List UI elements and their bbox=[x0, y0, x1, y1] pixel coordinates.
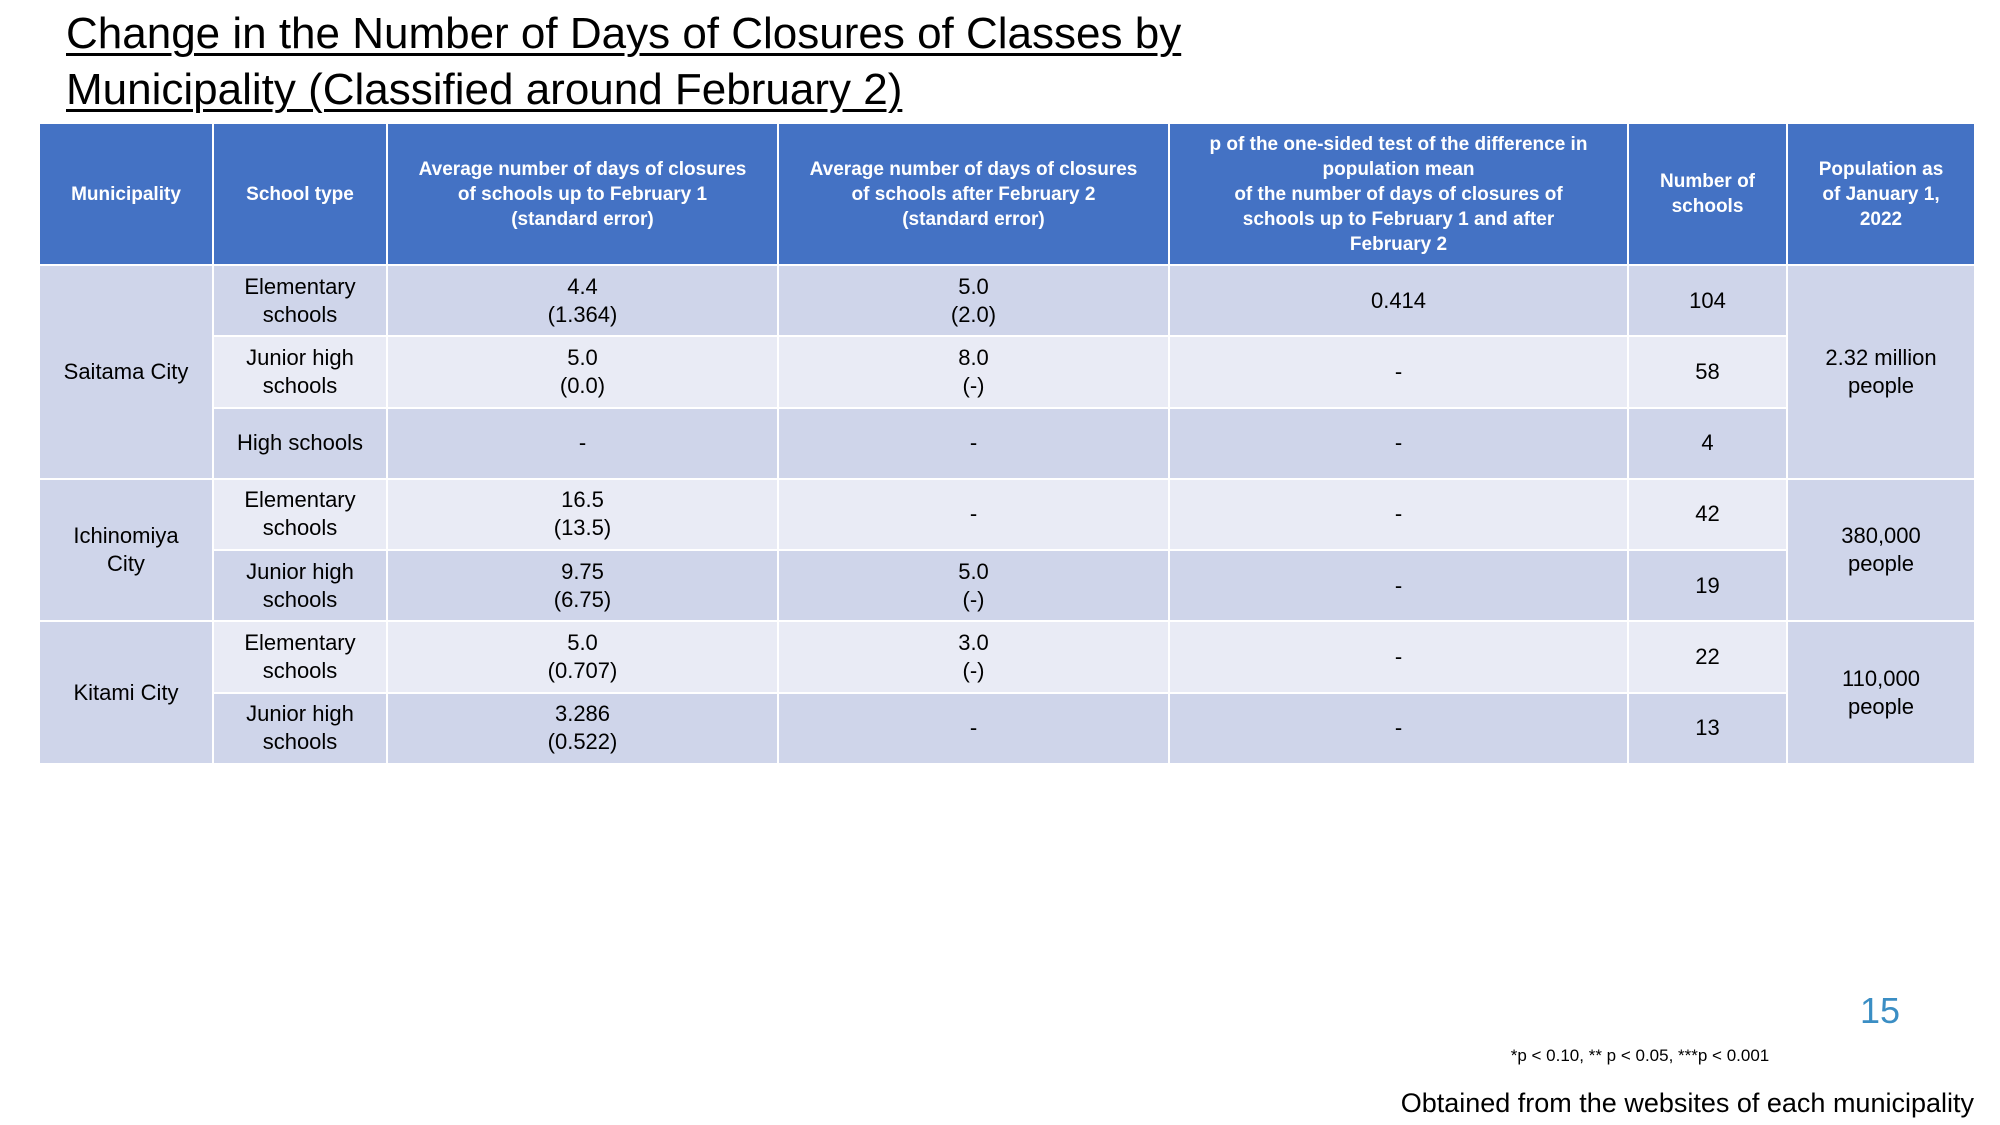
cell-line: schools bbox=[262, 301, 338, 327]
school-type-cell bbox=[213, 693, 387, 764]
cell-line: 380,000 bbox=[1841, 523, 1921, 549]
cell-line: (0.0) bbox=[559, 372, 606, 398]
num-schools-cell: 58 bbox=[1628, 336, 1787, 407]
cell-line: of schools after February 2 bbox=[851, 183, 1096, 205]
num-schools-cell: 42 bbox=[1628, 479, 1787, 550]
cell-line: of schools up to February 1 bbox=[457, 183, 708, 205]
num-schools-cell: 13 bbox=[1628, 693, 1787, 764]
cell-line: (0.522) bbox=[547, 729, 618, 755]
cell-line: schools bbox=[1671, 196, 1744, 217]
avg-before-cell bbox=[387, 336, 778, 407]
cell-line: Kitami City bbox=[73, 679, 179, 705]
cell-line: (standard error) bbox=[902, 208, 1045, 230]
cell-line: 3.0 bbox=[958, 630, 989, 656]
table-row bbox=[39, 550, 1975, 621]
header-num-schools bbox=[1628, 123, 1787, 265]
school-type-cell bbox=[213, 550, 387, 621]
cell-line: schools bbox=[262, 658, 338, 684]
table-row bbox=[39, 408, 1975, 479]
avg-before-cell bbox=[387, 693, 778, 764]
avg-before-cell bbox=[387, 265, 778, 336]
cell-line: Junior high bbox=[246, 701, 354, 727]
cell-line: Saitama City bbox=[63, 358, 189, 384]
cell-line: population mean bbox=[1322, 158, 1475, 180]
cell-line: (standard error) bbox=[511, 208, 654, 230]
cell-line: 4.4 bbox=[567, 273, 598, 299]
avg-after-cell bbox=[778, 336, 1169, 407]
cell-line: people bbox=[1847, 551, 1915, 577]
cell-line: schools bbox=[262, 515, 338, 541]
slide-title bbox=[66, 6, 1466, 118]
population-cell bbox=[1787, 479, 1975, 622]
cell-line: schools bbox=[262, 729, 338, 755]
cell-line: 5.0 bbox=[567, 344, 598, 370]
header-avg-after bbox=[778, 123, 1169, 265]
p-value-cell: 0.414 bbox=[1169, 265, 1628, 336]
header-municipality bbox=[39, 123, 213, 265]
avg-after-cell bbox=[778, 621, 1169, 692]
cell-line: (6.75) bbox=[553, 586, 612, 612]
cell-line: - bbox=[969, 430, 978, 456]
num-schools-cell: 104 bbox=[1628, 265, 1787, 336]
header-population bbox=[1787, 123, 1975, 265]
table-row bbox=[39, 621, 1975, 692]
cell-line: schools bbox=[262, 372, 338, 398]
table-body bbox=[39, 265, 1975, 764]
p-value-cell: - bbox=[1169, 621, 1628, 692]
closures-table bbox=[38, 122, 1976, 765]
cell-line: Number of bbox=[1660, 171, 1755, 192]
table-row bbox=[39, 336, 1975, 407]
cell-line: 8.0 bbox=[958, 344, 989, 370]
avg-before-cell bbox=[387, 621, 778, 692]
avg-before-cell bbox=[387, 550, 778, 621]
avg-after-cell bbox=[778, 550, 1169, 621]
cell-line: Average number of days of closures bbox=[809, 158, 1138, 180]
cell-line: Municipality bbox=[71, 183, 181, 205]
cell-line: - bbox=[578, 430, 587, 456]
header-p-value bbox=[1169, 123, 1628, 265]
cell-line: schools up to February 1 and after bbox=[1242, 208, 1555, 230]
cell-line: (1.364) bbox=[547, 301, 618, 327]
cell-line: p of the one-sided test of the difference in bbox=[1209, 133, 1588, 155]
source-note: Obtained from the websites of each municipality bbox=[1400, 1088, 1974, 1118]
cell-line: 2022 bbox=[1859, 208, 1903, 230]
avg-after-cell bbox=[778, 408, 1169, 479]
cell-line: Elementary bbox=[244, 273, 356, 299]
school-type-cell bbox=[213, 479, 387, 550]
cell-line: 3.286 bbox=[554, 701, 611, 727]
cell-line: City bbox=[107, 551, 145, 577]
school-type-cell bbox=[213, 336, 387, 407]
header-avg-before bbox=[387, 123, 778, 265]
municipality-cell bbox=[39, 479, 213, 622]
cell-line: people bbox=[1847, 693, 1915, 719]
num-schools-cell: 19 bbox=[1628, 550, 1787, 621]
cell-line: (-) bbox=[962, 586, 985, 612]
num-schools-cell: 4 bbox=[1628, 408, 1787, 479]
cell-line: 5.0 bbox=[958, 558, 989, 584]
table-row bbox=[39, 265, 1975, 336]
header-school-type bbox=[213, 123, 387, 265]
municipality-cell bbox=[39, 621, 213, 764]
population-cell bbox=[1787, 265, 1975, 479]
cell-line: people bbox=[1847, 372, 1915, 398]
table-header-row bbox=[39, 123, 1975, 265]
cell-line: Population as bbox=[1818, 158, 1944, 180]
num-schools-cell: 22 bbox=[1628, 621, 1787, 692]
cell-line: - bbox=[969, 715, 978, 741]
cell-line: of the number of days of closures of bbox=[1234, 183, 1563, 205]
cell-line: (-) bbox=[962, 372, 985, 398]
cell-line: (0.707) bbox=[547, 658, 618, 684]
cell-line: Average number of days of closures bbox=[418, 158, 747, 180]
cell-line: February 2 bbox=[1349, 233, 1448, 255]
p-value-cell: - bbox=[1169, 693, 1628, 764]
avg-before-cell bbox=[387, 479, 778, 550]
school-type-cell bbox=[213, 408, 387, 479]
cell-line: Junior high bbox=[246, 344, 354, 370]
cell-line: 2.32 million bbox=[1825, 344, 1937, 370]
cell-line: 9.75 bbox=[561, 558, 604, 584]
cell-line: Elementary bbox=[244, 630, 356, 656]
avg-after-cell bbox=[778, 265, 1169, 336]
significance-footnote: *p < 0.10, ** p < 0.05, ***p < 0.001 bbox=[1510, 1046, 1770, 1065]
p-value-cell: - bbox=[1169, 550, 1628, 621]
slide-title-line-1: Change in the Number of Days of Closures of Classes by bbox=[66, 9, 1182, 58]
p-value-cell: - bbox=[1169, 336, 1628, 407]
cell-line: Elementary bbox=[244, 487, 356, 513]
cell-line: Junior high bbox=[246, 558, 354, 584]
cell-line: High schools bbox=[237, 430, 363, 456]
cell-line: Ichinomiya bbox=[73, 523, 179, 549]
avg-before-cell bbox=[387, 408, 778, 479]
page-number: 15 bbox=[1859, 990, 1901, 1031]
population-cell bbox=[1787, 621, 1975, 764]
slide-title-line-2: Municipality (Classified around February 2) bbox=[66, 65, 903, 114]
cell-line: - bbox=[969, 501, 978, 527]
p-value-cell: - bbox=[1169, 408, 1628, 479]
table-row bbox=[39, 693, 1975, 764]
cell-line: (2.0) bbox=[950, 301, 997, 327]
school-type-cell bbox=[213, 621, 387, 692]
p-value-cell: - bbox=[1169, 479, 1628, 550]
cell-line: schools bbox=[262, 586, 338, 612]
cell-line: (-) bbox=[962, 658, 985, 684]
cell-line: (13.5) bbox=[553, 515, 612, 541]
cell-line: 16.5 bbox=[561, 487, 604, 513]
cell-line: 110,000 bbox=[1842, 665, 1920, 691]
cell-line: 5.0 bbox=[958, 273, 989, 299]
table-row bbox=[39, 479, 1975, 550]
cell-line: of January 1, bbox=[1822, 183, 1940, 205]
cell-line: 5.0 bbox=[567, 630, 598, 656]
avg-after-cell bbox=[778, 479, 1169, 550]
cell-line: School type bbox=[246, 183, 354, 205]
municipality-cell bbox=[39, 265, 213, 479]
avg-after-cell bbox=[778, 693, 1169, 764]
school-type-cell bbox=[213, 265, 387, 336]
